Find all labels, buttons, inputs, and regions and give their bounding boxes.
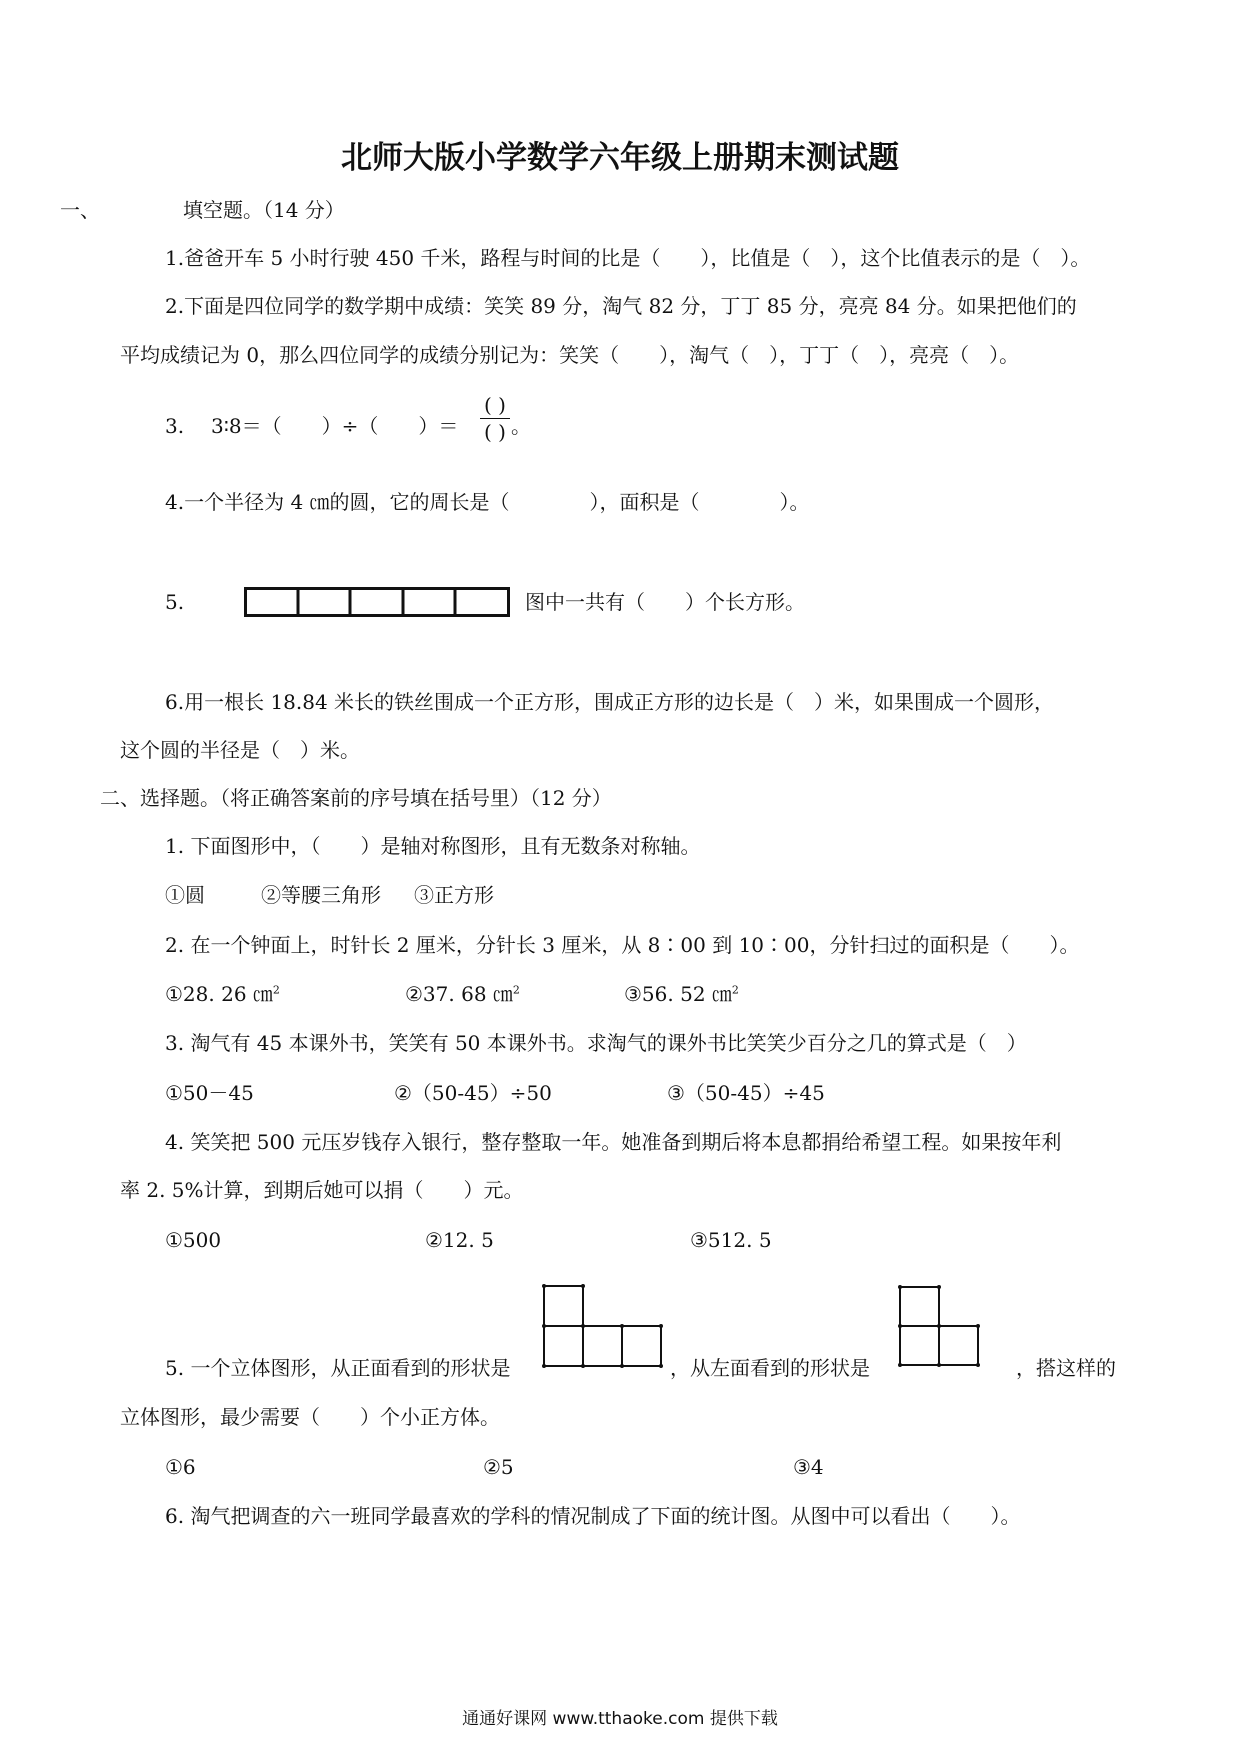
s1-question-1: 1.爸爸开车 5 小时行驶 450 千米，路程与时间的比是（ ），比值是（ ），这个比值表示的是（ ）。	[165, 246, 1091, 270]
s1-question-2-line2: 平均成绩记为 0，那么四位同学的成绩分别记为：笑笑（ ），淘气（ ），丁丁（ ），亮亮（ ）。	[120, 343, 1020, 367]
s1-question-6-line1: 6.用一根长 18.84 米长的铁丝围成一个正方形，围成正方形的边长是（ ）米，如果围成一个圆形，	[165, 690, 1055, 714]
fraction-bar	[480, 418, 510, 419]
s2-q3-option-3: ③（50-45）÷45	[667, 1081, 825, 1105]
s2-question-5-part-a: 5. 一个立体图形，从正面看到的形状是	[165, 1356, 511, 1380]
s2-q1-option-3: ③正方形	[414, 883, 494, 907]
s1-question-3-end: 。	[511, 414, 531, 438]
page-title: 北师大版小学数学六年级上册期末测试题	[341, 140, 899, 176]
s1-question-3-expression: 3∶8＝（ ）÷（ ）＝	[211, 414, 459, 438]
section2-heading: 二、选择题。（将正确答案前的序号填在括号里）（12 分）	[100, 786, 612, 810]
s1-question-5-label: 5.	[165, 590, 185, 614]
s1-question-4: 4.一个半径为 4 ㎝的圆，它的周长是（ ），面积是（ ）。	[165, 490, 810, 514]
s2-q2-option-1: ①28. 26 ㎝$^2$	[165, 982, 280, 1006]
s2-question-5-part-c: ，搭这样的	[1016, 1356, 1116, 1380]
s1-question-3-label: 3.	[165, 414, 185, 438]
s2-q5-option-3: ③4	[793, 1455, 824, 1479]
s2-question-4-line2: 率 2. 5%计算，到期后她可以捐（ ）元。	[120, 1178, 524, 1202]
s1-question-5-text: 图中一共有（ ）个长方形。	[525, 590, 805, 614]
s1-question-2-line1: 2.下面是四位同学的数学期中成绩：笑笑 89 分，淘气 82 分，丁丁 85 分，亮亮 84 分。如果把他们的	[165, 294, 1077, 318]
s2-question-4-line1: 4. 笑笑把 500 元压岁钱存入银行，整存整取一年。她准备到期后将本息都捐给希望工程。如果按年利	[165, 1130, 1062, 1154]
front-view-figure	[542, 1284, 664, 1370]
s2-q1-option-1: ①圆	[165, 883, 205, 907]
fraction-numerator: ( )	[484, 393, 506, 417]
left-view-figure	[898, 1285, 982, 1369]
five-rectangles-strip-figure	[244, 587, 512, 617]
s2-q4-option-1: ①500	[165, 1228, 222, 1252]
s2-question-2: 2. 在一个钟面上，时针长 2 厘米，分针长 3 厘米，从 8∶00 到 10∶00，分针扫过的面积是（ ）。	[165, 933, 1080, 957]
s2-question-5-line2: 立体图形，最少需要（ ）个小正方体。	[120, 1405, 500, 1429]
s2-q3-option-2: ②（50-45）÷50	[394, 1081, 552, 1105]
fraction-denominator: ( )	[484, 420, 506, 444]
page-footer: 通通好课网 www.tthaoke.com 提供下载	[462, 1709, 778, 1729]
s2-q5-option-2: ②5	[483, 1455, 514, 1479]
s2-q5-option-1: ①6	[165, 1455, 196, 1479]
s2-q4-option-2: ②12. 5	[425, 1228, 494, 1252]
s2-q2-option-2: ②37. 68 ㎝$^2$	[405, 982, 520, 1006]
s2-q2-option-3: ③56. 52 ㎝$^2$	[624, 982, 739, 1006]
s2-question-1: 1. 下面图形中，（ ）是轴对称图形，且有无数条对称轴。	[165, 834, 701, 858]
section1-number: 一、	[60, 198, 100, 222]
s2-q4-option-3: ③512. 5	[690, 1228, 772, 1252]
s1-question-6-line2: 这个圆的半径是（ ）米。	[120, 738, 360, 762]
section1-heading: 填空题。（14 分）	[183, 198, 345, 222]
s2-question-6: 6. 淘气把调查的六一班同学最喜欢的学科的情况制成了下面的统计图。从图中可以看出（ ）。	[165, 1504, 1021, 1528]
s2-q1-option-2: ②等腰三角形	[261, 883, 381, 907]
s2-q3-option-1: ①50－45	[165, 1081, 254, 1105]
s1-question-3-fraction	[480, 393, 510, 444]
s2-question-5-part-b: ，从左面看到的形状是	[670, 1356, 870, 1380]
s2-question-3: 3. 淘气有 45 本课外书，笑笑有 50 本课外书。求淘气的课外书比笑笑少百分之几的算式是（ ）	[165, 1031, 1027, 1055]
